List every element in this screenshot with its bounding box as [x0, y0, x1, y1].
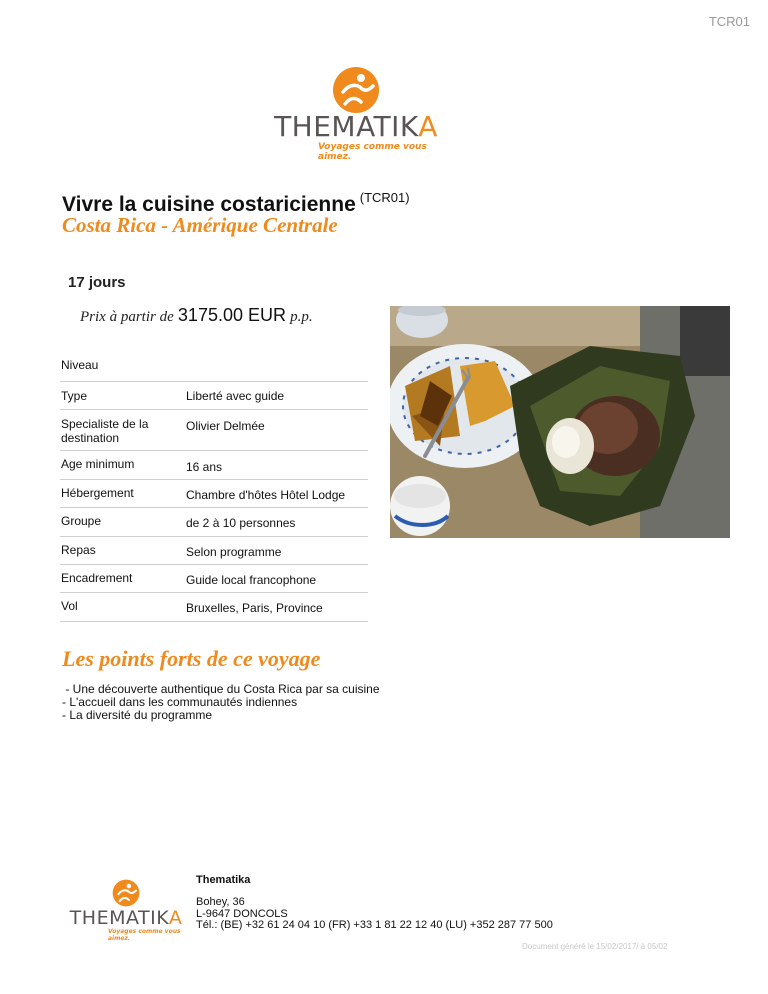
- details-row: [60, 507, 368, 536]
- logo-tagline: Voyages comme vous aimez.: [318, 142, 427, 162]
- details-value: [185, 352, 368, 381]
- trip-duration: 17 jours: [68, 274, 126, 291]
- details-value: Selon programme: [185, 536, 368, 564]
- details-value: Chambre d'hôtes Hôtel Lodge: [185, 479, 368, 507]
- logo-wordmark-accent: A: [418, 110, 438, 143]
- price-suffix: p.p.: [290, 309, 313, 325]
- details-value: de 2 à 10 personnes: [185, 507, 368, 536]
- details-label: Repas: [60, 536, 185, 564]
- details-label: Hébergement: [60, 479, 185, 507]
- traveler-emblem-icon: [325, 66, 387, 114]
- footer-logo: [58, 878, 194, 942]
- address-line: Bohey, 36: [196, 896, 245, 908]
- generated-timestamp: Document généré le 15/02/2017/ à 05/02: [522, 942, 668, 951]
- details-label: Niveau: [60, 352, 185, 381]
- footer-address: [196, 897, 553, 932]
- highlights-list: [62, 683, 380, 722]
- details-value: Liberté avec guide: [185, 381, 368, 409]
- trip-destination: Costa Rica - Amérique Centrale: [62, 213, 338, 237]
- thematika-logo: [258, 66, 454, 162]
- details-row: [60, 592, 368, 621]
- details-label: Groupe: [60, 507, 185, 536]
- trip-code: (TCR01): [359, 190, 410, 205]
- details-label: Specialiste de la destination: [60, 409, 185, 450]
- logo-wordmark-accent: A: [168, 907, 183, 929]
- traveler-emblem-icon: [108, 878, 144, 908]
- details-label: Vol: [60, 592, 185, 621]
- details-row: [60, 352, 368, 381]
- highlights-title: Les points forts de ce voyage: [62, 646, 321, 671]
- trip-price: [80, 305, 313, 326]
- address-line: Tél.: (BE) +32 61 24 04 10 (FR) +33 1 81 22 12 40 (LU) +352 287 77 500: [196, 919, 553, 931]
- logo-wordmark: THEMATIK: [69, 907, 169, 929]
- logo-wordmark: THEMATIK: [274, 110, 419, 143]
- details-label: Encadrement: [60, 564, 185, 592]
- details-value: 16 ans: [185, 450, 368, 479]
- logo-tagline: Voyages comme vous aimez.: [108, 928, 181, 942]
- details-value: Bruxelles, Paris, Province: [185, 592, 368, 621]
- price-value: 3175.00 EUR: [177, 305, 286, 325]
- trip-title-text: Vivre la cuisine costaricienne: [62, 193, 356, 216]
- details-label: Type: [60, 381, 185, 409]
- details-value: Olivier Delmée: [185, 409, 368, 450]
- details-label: Age minimum: [60, 450, 185, 479]
- list-item: - Une découverte authentique du Costa Rica par sa cuisine: [62, 682, 380, 696]
- details-value: Guide local francophone: [185, 564, 368, 592]
- details-row: [60, 450, 368, 479]
- details-row: [60, 564, 368, 592]
- details-row: [60, 536, 368, 564]
- trip-details-table: [60, 352, 368, 622]
- footer-company: Thematika: [196, 874, 251, 886]
- address-line: L-9647 DONCOLS: [196, 907, 288, 920]
- document-code: TCR01: [708, 14, 750, 29]
- list-item: - La diversité du programme: [62, 708, 213, 722]
- details-row: [60, 409, 368, 450]
- price-prefix: Prix à partir de: [80, 309, 174, 325]
- details-row: [60, 381, 368, 409]
- food-photo: [390, 306, 730, 538]
- list-item: - L'accueil dans les communautés indiennes: [62, 695, 298, 709]
- details-row: [60, 479, 368, 507]
